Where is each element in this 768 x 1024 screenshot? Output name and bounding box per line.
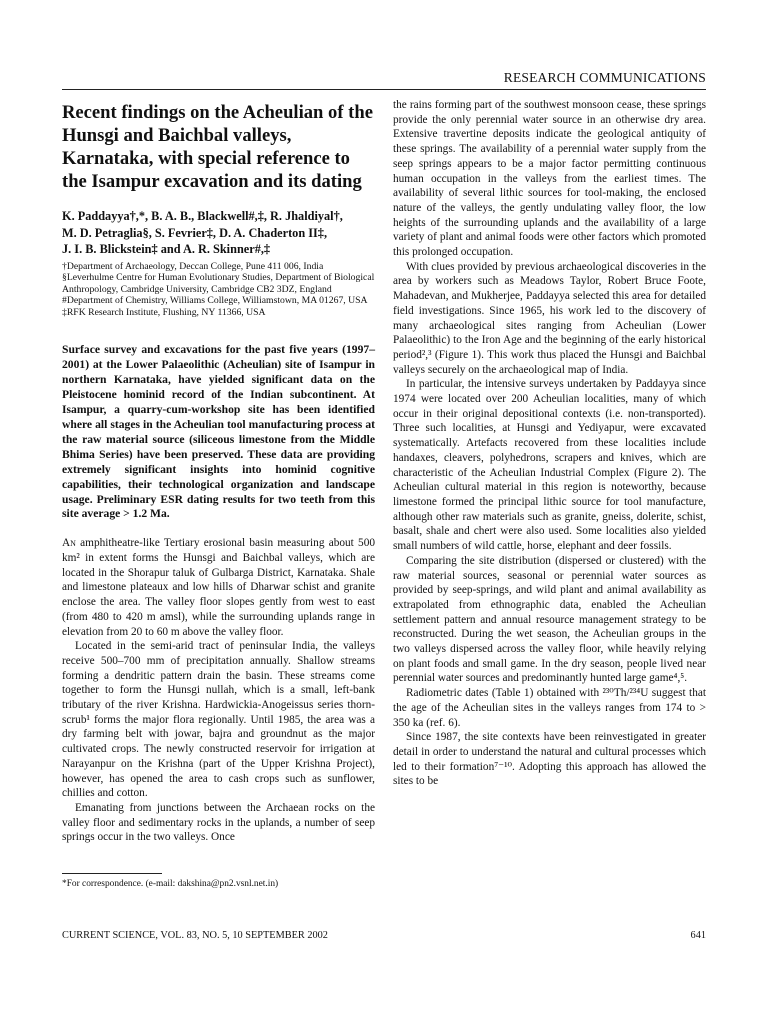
- author-line: M. D. Petraglia§, S. Fevrier‡, D. A. Chaderton II‡,: [62, 225, 328, 240]
- left-column: [62, 98, 375, 845]
- affiliation: †Department of Archaeology, Deccan College, Pune 411 006, India: [62, 260, 324, 272]
- header-rule: [62, 89, 706, 90]
- paragraph: With clues provided by previous archaeological discoveries in the area by workers such as Meadows Taylor, Robert Bruce Foote, Mahadevan, and Mukherjee, Paddayya selected this area for detailed field investigations. Since 1965, his work led to the discovery of many archaeological sites ranging from Acheulian (Lower Palaeolithic) to the Iron Age and the beginning of the early historical period²,³ (Figure 1). This work thus placed the Hunsgi and Baichbal valleys securely on the archaeological map of India.: [393, 260, 706, 376]
- paragraph: Radiometric dates (Table 1) obtained with ²³⁰Th/²³⁴U suggest that the age of the Acheulian sites in the valleys ranges from 174 to > 350 ka (ref. 6).: [393, 687, 706, 729]
- body-text-left: [62, 536, 375, 845]
- section-header: RESEARCH COMMUNICATIONS: [503, 70, 706, 85]
- paragraph: [62, 536, 375, 639]
- abstract: Surface survey and excavations for the past five years (1997–2001) at the Lower Palaeolithic (Acheulian) site of Isampur in northern Karnataka, have yielded significant data on the Pleistocene hominid record of the Indian subcontinent. At Isampur, a quarry-cum-workshop site has been identified where all stages in the Acheulian tool manufacturing process at the raw material source (siliceous limestone from the Middle Bhima Series) have been preserved. These data are providing extremely significant insights into hominid cognitive capabilities, their technological organization and landscape usage. Preliminary ESR dating results for two teeth from this site average > 1.2 Ma.: [62, 343, 375, 521]
- affiliation: §Leverhulme Centre for Human Evolutionary Studies, Department of Biological Anthropology, Cambridge University, Cambridge CB2 3DZ, England: [62, 272, 375, 295]
- author-line: K. Paddayya†,*, B. A. B., Blackwell#,‡, R. Jhaldiyal†,: [62, 209, 343, 223]
- paragraph: Located in the semi-arid tract of peninsular India, the valleys receive 500–700 mm of precipitation annually. Shallow streams forming a dendritic pattern drain the basin. These streams come together to form the Hunsgi nullah, which is a small, left-bank tributary of the river Krishna. Hardwickia-Anogeissus series thorn-scrub¹ forms the major flora regionally. Until 1985, the area was a dry farming belt with jowar, bajra and groundnut as the major cultivated crops. The newly constructed reservoir for irrigation at Narayanpur on the Krishna (part of the Upper Krishna Project), however, has opened the area to cash crops such as sunflower, chillies and cotton.: [62, 640, 375, 800]
- affiliation: #Department of Chemistry, Williams College, Williamstown, MA 01267, USA: [62, 295, 368, 307]
- right-column: [393, 98, 706, 789]
- paragraph: Emanating from junctions between the Archaean rocks on the valley floor and sedimentary rocks in the uplands, a number of seep springs occur in the two valleys. Once: [62, 802, 375, 844]
- page-number: 641: [690, 930, 706, 941]
- author-list: [62, 208, 375, 258]
- affiliation: ‡RFK Research Institute, Flushing, NY 11366, USA: [62, 306, 266, 318]
- article-title: Recent findings on the Acheulian of the Hunsgi and Baichbal valleys, Karnataka, with special reference to the Isampur excavation and its dating: [62, 102, 373, 192]
- paragraph: Since 1987, the site contexts have been reinvestigated in greater detail in order to understand the natural and cultural processes which led to their formation⁷⁻¹⁰. Adopting this approach has allowed the sites to be: [393, 731, 706, 788]
- paragraph: In particular, the intensive surveys undertaken by Paddayya since 1974 were located over 200 Acheulian localities, many of which occur in their original depositional contexts (i.e. non-transported). Three such localities, at Hunsgi and Yediyapur, were excavated systematically. Artefacts recovered from these localities include handaxes, cleavers, polyhedrons, scrapers and knives, which are characteristic of the Acheulian Industrial Complex (Figure 2). The Acheulian cultural material in this region is noteworthy, because limestone formed the principal lithic source for tool manufacture, although other raw materials such as granite, gneiss, dolerite, schist, basalt, shale and chert were also used. Some localities also yielded small numbers of wild cattle, horse, elephant and deer fossils.: [393, 378, 706, 553]
- affiliations: [62, 261, 375, 319]
- paragraph-text: amphitheatre-like Tertiary erosional basin measuring about 500 km² in extent forms the Hunsgi and Baichbal valleys, which are located in the Shorapur taluk of Gulbarga District, Karnataka. Shale and limestone plateaux and low hills of Dharwar schist and granite enclose the area. The valley floor slopes gently from west to east (from 480 to 420 m amsl), while the surrounding uplands range in elevation from 20 to 60 m above the valley floor.: [62, 537, 375, 638]
- drop-cap: An: [62, 537, 76, 550]
- footnote-rule: [62, 873, 162, 874]
- correspondence-footnote: *For correspondence. (e-mail: dakshina@pn2.vsnl.net.in): [62, 879, 279, 889]
- paragraph: Comparing the site distribution (dispersed or clustered) with the raw material sources, seasonal or perennial water sources as provided by seep-springs, and wild plant and animal availability as extrapolated from ethnographic data, enabled the Acheulian settlement pattern and annual resource management strategy to be reconstructed. During the wet season, the Acheulian groups in the two valleys dispersed across the valley floor, while heavily relying on plant foods and small game. In the dry season, people lived near perennial water sources and predominantly hunted large game⁴,⁵.: [393, 554, 706, 685]
- body-text-right: [393, 98, 706, 789]
- author-line: J. I. B. Blickstein‡ and A. R. Skinner#,‡: [62, 242, 271, 256]
- journal-citation: CURRENT SCIENCE, VOL. 83, NO. 5, 10 SEPTEMBER 2002: [62, 930, 328, 941]
- paragraph: the rains forming part of the southwest monsoon cease, these springs provide the only perennial water source in an otherwise dry area. Extensive travertine deposits indicate the geological antiquity of these springs. The availability of a perennial water supply from the seep springs appears to be a major factor permitting continuous human occupation in the valleys from the earliest times. The availability of several lithic sources for tool-making, the enclosed nature of the valleys, the gently undulating valley floor, the low heights of the surrounding uplands and the availability of a large variety of plant and animal foods were other factors which promoted this prolonged occupation.: [393, 99, 706, 259]
